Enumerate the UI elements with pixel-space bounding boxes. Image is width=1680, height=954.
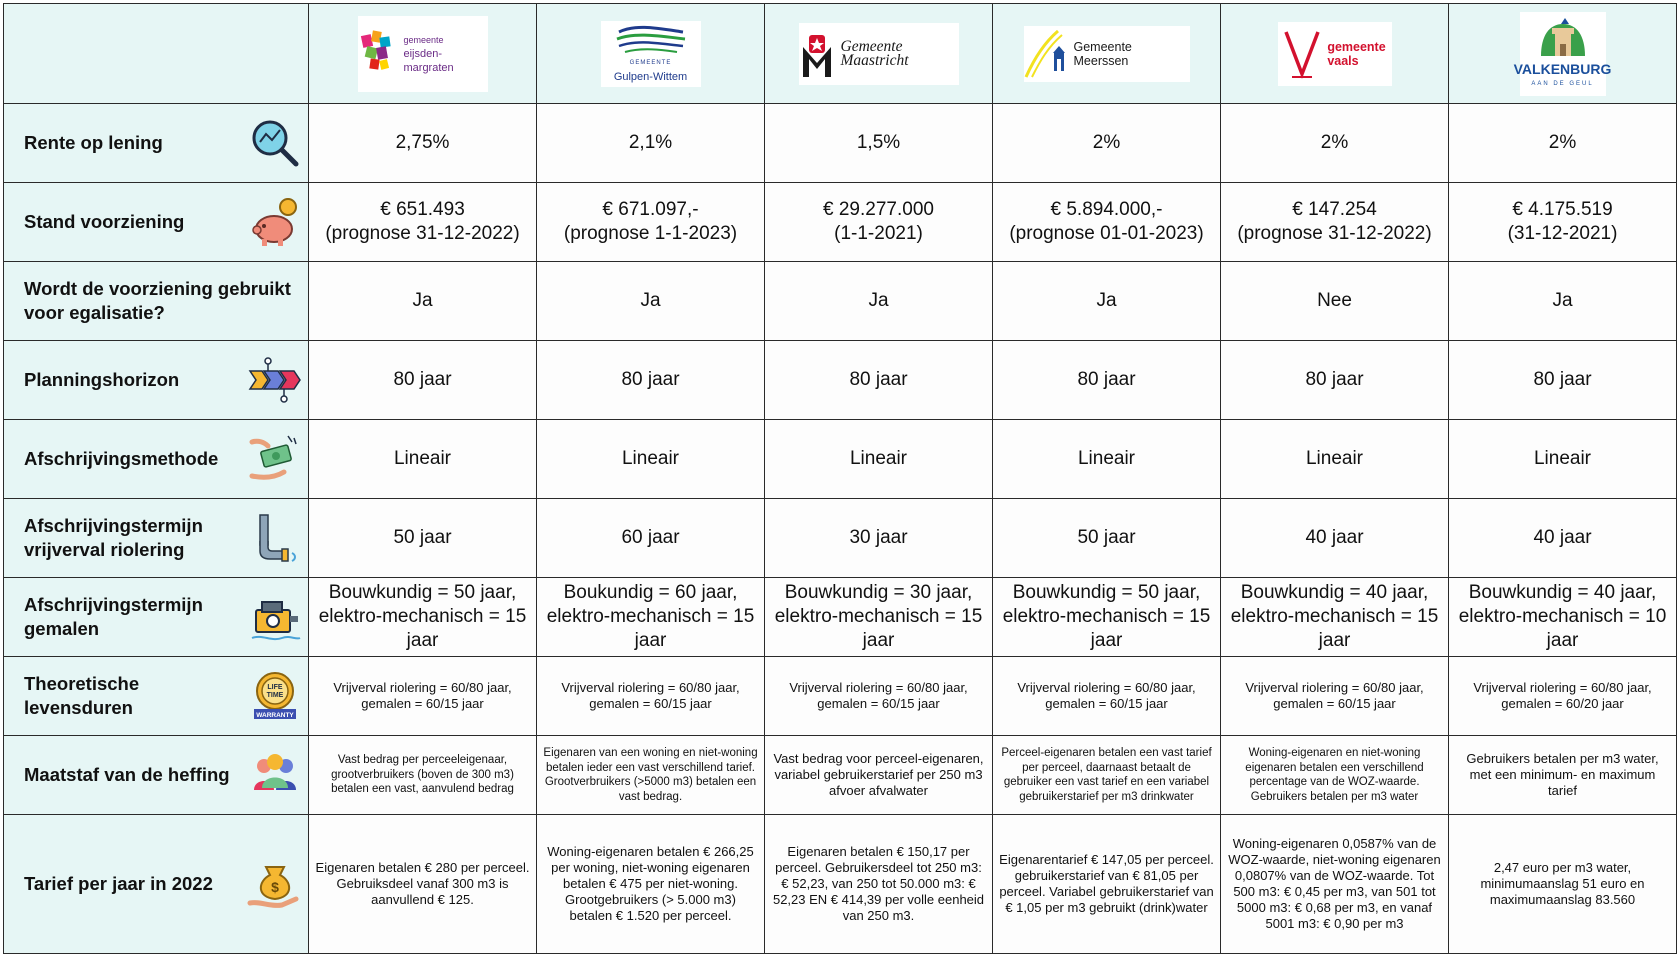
cell-value: Ja [868, 290, 889, 311]
logo-vaals [1278, 22, 1392, 86]
value-cell-valkenburg-aan-de-geul [1449, 341, 1677, 420]
piggy-bank-icon [248, 195, 302, 249]
cell-value: Ja [1096, 290, 1117, 311]
cell-value: Lineair [393, 448, 452, 469]
value-cell-gemeente-meerssen [993, 104, 1221, 183]
cell-value: 60 jaar [621, 527, 680, 548]
logo-text-line1: VALKENBURG [1513, 61, 1612, 77]
logo-cell-maastricht [765, 4, 993, 104]
row-tarief-per-jaar-in-2022 [4, 815, 1677, 954]
cell-value: Lineair [849, 448, 908, 469]
value-cell-valkenburg-aan-de-geul [1449, 736, 1677, 815]
cell-value: Eigenaren betalen € 150,17 per perceel. Gebruikersdeel tot 250 m3: € 52,23, van 250 tot 50.000 m3: € 52,23 EN € 414,39 per volle eenheid van 250 m3. [772, 844, 985, 923]
cell-value: Ja [412, 290, 433, 311]
value-cell-gemeente-gulpen-wittem [537, 736, 765, 815]
value-cell-valkenburg-aan-de-geul [1449, 815, 1677, 954]
row-header [4, 657, 309, 736]
cell-value: 80 jaar [1305, 369, 1364, 390]
row-theoretische-levensduren [4, 657, 1677, 736]
value-cell-valkenburg-aan-de-geul [1449, 104, 1677, 183]
row-header-content [24, 116, 302, 170]
cell-value: € 147.254 (prognose 31-12-2022) [1237, 199, 1432, 244]
cell-value: 40 jaar [1533, 527, 1592, 548]
cell-value: Woning-eigenaren 0,0587% van de WOZ-waarde, niet-woning eigenaren 0,0807% van de WOZ-waarde. Tot 500 m3: € 0,45 per m3, van 501 tot 5000 m3: € 0,68 per m3, en vanaf 5001 m3: € 0,90 per m3 [1228, 836, 1441, 931]
cell-value: Ja [1552, 290, 1573, 311]
cell-value: Eigenaren van een woning en niet-woning betalen ieder een vast verschillend tarief. Grootverbruikers (>5000 m3) betalen een vast bedrag. [543, 747, 758, 803]
value-cell-gemeente-eijsden-margraten [309, 104, 537, 183]
eijsden-margraten-emblem-icon [358, 29, 398, 79]
value-cell-gemeente-maastricht [765, 736, 993, 815]
cell-value: Lineair [621, 448, 680, 469]
row-header [4, 104, 309, 183]
row-label: Theoretische levensduren [24, 673, 140, 718]
value-cell-gemeente-vaals [1221, 736, 1449, 815]
maastricht-emblem-icon [799, 29, 835, 79]
row-wordt-de-voorziening-gebruikt-voor-egalisatie [4, 262, 1677, 341]
row-rente-op-lening [4, 104, 1677, 183]
value-cell-gemeente-meerssen [993, 815, 1221, 954]
cell-value: Woning-eigenaren en niet-woning eigenaren betalen een verschillend percentage van de WOZ-waarde. Gebruikers betalen per m3 water [1245, 747, 1424, 803]
value-cell-gemeente-meerssen [993, 420, 1221, 499]
cell-value: € 4.175.519 (31-12-2021) [1507, 199, 1618, 244]
logo-maastricht [799, 23, 959, 85]
cell-value: Eigenarentarief € 147,05 per perceel. gebruikerstarief van € 81,05 per perceel. Variabel gebruikerstarief van € 1,05 per m3 gebruikt (drink)water [999, 852, 1214, 915]
value-cell-gemeente-eijsden-margraten [309, 341, 537, 420]
cell-value: Bouwkundig = 50 jaar, elektro-mechanisch = 15 jaar [1002, 582, 1211, 651]
cell-value: Vrijverval riolering = 60/80 jaar, gemalen = 60/15 jaar [333, 680, 512, 711]
value-cell-gemeente-eijsden-margraten [309, 657, 537, 736]
cell-value: 2% [1548, 132, 1577, 153]
value-cell-gemeente-gulpen-wittem [537, 104, 765, 183]
cell-value: Lineair [1533, 448, 1592, 469]
planning-arrows-icon [248, 353, 302, 407]
cell-value: 50 jaar [1077, 527, 1136, 548]
row-afschrijvingstermijn-vrijverval-riolering [4, 499, 1677, 578]
logo-text-line2: vaals [1327, 53, 1359, 68]
meerssen-emblem-icon [1024, 29, 1068, 79]
row-planningshorizon [4, 341, 1677, 420]
cell-value: Vrijverval riolering = 60/80 jaar, gemalen = 60/15 jaar [789, 680, 968, 711]
row-header-content [24, 353, 302, 407]
value-cell-gemeente-vaals [1221, 420, 1449, 499]
row-afschrijvingstermijn-gemalen [4, 578, 1677, 657]
logo-row [4, 4, 1677, 104]
cell-value: 30 jaar [849, 527, 908, 548]
cell-value: 80 jaar [849, 369, 908, 390]
cell-value: 80 jaar [1533, 369, 1592, 390]
value-cell-gemeente-eijsden-margraten [309, 499, 537, 578]
value-cell-gemeente-meerssen [993, 657, 1221, 736]
cell-value: 1,5% [856, 132, 901, 153]
cell-value: € 29.277.000 (1-1-2021) [823, 199, 934, 244]
value-cell-valkenburg-aan-de-geul [1449, 420, 1677, 499]
cell-value: Gebruikers betalen per m3 water, met een minimum- en maximum tarief [1466, 751, 1659, 798]
value-cell-valkenburg-aan-de-geul [1449, 183, 1677, 262]
valkenburg-castle-icon [1535, 16, 1591, 62]
value-cell-gemeente-gulpen-wittem [537, 341, 765, 420]
value-cell-gemeente-vaals [1221, 104, 1449, 183]
row-header-content [24, 511, 302, 565]
gulpen-wittem-waves-icon [611, 24, 691, 54]
row-header [4, 578, 309, 657]
value-cell-gemeente-meerssen [993, 499, 1221, 578]
row-label: Planningshorizon [24, 369, 180, 390]
row-label: Afschrijvingsmethode [24, 448, 219, 469]
interest-magnifier-icon [248, 116, 302, 170]
corner-cell [4, 4, 309, 104]
row-afschrijvingsmethode [4, 420, 1677, 499]
cell-value: Ja [640, 290, 661, 311]
cell-value: 40 jaar [1305, 527, 1364, 548]
value-cell-gemeente-maastricht [765, 499, 993, 578]
value-cell-gemeente-maastricht [765, 104, 993, 183]
cell-value: Vrijverval riolering = 60/80 jaar, gemalen = 60/15 jaar [1245, 680, 1424, 711]
row-header-content [24, 669, 302, 723]
logo-cell-valkenburg [1449, 4, 1677, 104]
value-cell-gemeente-gulpen-wittem [537, 420, 765, 499]
value-cell-gemeente-meerssen [993, 736, 1221, 815]
value-cell-gemeente-maastricht [765, 657, 993, 736]
value-cell-gemeente-meerssen [993, 578, 1221, 657]
value-cell-gemeente-vaals [1221, 578, 1449, 657]
value-cell-gemeente-gulpen-wittem [537, 578, 765, 657]
cell-value: 2,1% [628, 132, 673, 153]
value-cell-gemeente-maastricht [765, 815, 993, 954]
value-cell-valkenburg-aan-de-geul [1449, 657, 1677, 736]
row-header-content [24, 857, 302, 911]
cell-value: Vast bedrag per perceeleigenaar, grootverbruikers (boven de 300 m3) betalen een vast, aanvulend bedrag [331, 754, 514, 796]
logo-cell-gulpen-wittem [537, 4, 765, 104]
cell-value: 2,47 euro per m3 water, minimumaanslag 51 euro en maximumaanslag 83.560 [1480, 860, 1645, 907]
row-header-content [24, 748, 302, 802]
people-group-icon [248, 748, 302, 802]
logo-text-line1: Gemeente Meerssen [1073, 39, 1132, 68]
value-cell-gemeente-maastricht [765, 183, 993, 262]
logo-text-line1: gemeente [403, 34, 444, 45]
lifetime-warranty-icon [248, 669, 302, 723]
cell-value: Bouwkundig = 50 jaar, elektro-mechanisch = 15 jaar [318, 582, 527, 651]
logo-cell-meerssen [993, 4, 1221, 104]
pump-station-icon [248, 590, 302, 644]
svg-text:TIME: TIME [266, 692, 284, 699]
value-cell-gemeente-gulpen-wittem [537, 657, 765, 736]
logo-gulpen-wittem [601, 21, 701, 87]
cell-value: Eigenaren betalen € 280 per perceel. Gebruiksdeel vanaf 300 m3 is aanvullend € 125. [315, 860, 530, 907]
cell-value: Bouwkundig = 40 jaar, elektro-mechanisch = 10 jaar [1458, 582, 1667, 651]
sewer-pipe-icon [248, 511, 302, 565]
logo-text-line2: eijsden-margraten [403, 47, 454, 74]
row-header [4, 420, 309, 499]
row-label: Tarief per jaar in 2022 [24, 873, 213, 894]
value-cell-gemeente-meerssen [993, 262, 1221, 341]
row-header-content [24, 432, 302, 486]
value-cell-gemeente-vaals [1221, 183, 1449, 262]
logo-valkenburg [1513, 12, 1612, 96]
value-cell-gemeente-gulpen-wittem [537, 183, 765, 262]
row-header [4, 499, 309, 578]
svg-text:LIFE: LIFE [267, 684, 283, 691]
row-header [4, 341, 309, 420]
value-cell-gemeente-gulpen-wittem [537, 815, 765, 954]
cell-value: 80 jaar [1077, 369, 1136, 390]
row-label: Maatstaf van de heffing [24, 764, 230, 785]
logo-meerssen [1024, 26, 1190, 82]
value-cell-gemeente-maastricht [765, 578, 993, 657]
value-cell-gemeente-vaals [1221, 815, 1449, 954]
cell-value: Lineair [1077, 448, 1136, 469]
row-header-content [24, 590, 302, 644]
cell-value: 80 jaar [393, 369, 452, 390]
row-label: Rente op lening [24, 132, 163, 153]
cell-value: Vast bedrag voor perceel-eigenaren, variabel gebruikerstarief per 250 m3 afvoer afvalwater [773, 751, 984, 798]
cell-value: 2% [1092, 132, 1121, 153]
value-cell-gemeente-gulpen-wittem [537, 499, 765, 578]
cell-value: Vrijverval riolering = 60/80 jaar, gemalen = 60/15 jaar [561, 680, 740, 711]
row-header [4, 815, 309, 954]
svg-text:WARRANTY: WARRANTY [256, 712, 294, 719]
row-header-content [24, 195, 302, 249]
value-cell-gemeente-maastricht [765, 420, 993, 499]
value-cell-gemeente-meerssen [993, 183, 1221, 262]
value-cell-gemeente-vaals [1221, 499, 1449, 578]
value-cell-gemeente-gulpen-wittem [537, 262, 765, 341]
cell-value: Nee [1317, 290, 1352, 311]
value-cell-valkenburg-aan-de-geul [1449, 262, 1677, 341]
cell-value: 2,75% [395, 132, 450, 153]
value-cell-gemeente-eijsden-margraten [309, 815, 537, 954]
value-cell-gemeente-meerssen [993, 341, 1221, 420]
row-label: Wordt de voorziening gebruikt voor egalisatie? [24, 278, 291, 323]
value-cell-gemeente-vaals [1221, 657, 1449, 736]
logo-cell-vaals [1221, 4, 1449, 104]
value-cell-gemeente-maastricht [765, 341, 993, 420]
cell-value: 80 jaar [621, 369, 680, 390]
row-maatstaf-van-de-heffing [4, 736, 1677, 815]
cell-value: 2% [1320, 132, 1349, 153]
cell-value: Bouwkundig = 40 jaar, elektro-mechanisch = 15 jaar [1230, 582, 1439, 651]
cell-value: 50 jaar [393, 527, 452, 548]
cell-value: Vrijverval riolering = 60/80 jaar, gemalen = 60/15 jaar [1017, 680, 1196, 711]
cell-value: Woning-eigenaren betalen € 266,25 per woning, niet-woning eigenaren betalen € 475 per niet-woning. Grootgebruikers (> 5.000 m3) betalen € 1.520 per perceel. [547, 844, 754, 923]
row-header [4, 736, 309, 815]
row-header-content [24, 277, 302, 325]
value-cell-gemeente-eijsden-margraten [309, 262, 537, 341]
vaals-v-icon [1283, 28, 1321, 80]
cell-value: € 671.097,- (prognose 1-1-2023) [563, 199, 738, 244]
value-cell-gemeente-eijsden-margraten [309, 183, 537, 262]
row-header [4, 183, 309, 262]
cell-value: Lineair [1305, 448, 1364, 469]
row-label: Afschrijvingstermijn gemalen [24, 594, 203, 639]
row-label: Afschrijvingstermijn vrijverval riolering [24, 515, 203, 560]
value-cell-gemeente-eijsden-margraten [309, 578, 537, 657]
value-cell-gemeente-eijsden-margraten [309, 420, 537, 499]
value-cell-gemeente-maastricht [765, 262, 993, 341]
row-label: Stand voorziening [24, 211, 185, 232]
svg-text:$: $ [271, 879, 279, 895]
value-cell-gemeente-vaals [1221, 262, 1449, 341]
cell-value: € 651.493 (prognose 31-12-2022) [325, 199, 520, 244]
cell-value: Vrijverval riolering = 60/80 jaar, gemalen = 60/20 jaar [1473, 680, 1652, 711]
value-cell-gemeente-eijsden-margraten [309, 736, 537, 815]
data-rows [4, 104, 1677, 954]
cell-value: Perceel-eigenaren betalen een vast tarief per perceel, daarnaast betaalt de gebruiker een vast tarief en een variabel gebruikerstarief per m3 drinkwater [1001, 747, 1212, 803]
logo-text-line2: AAN DE GEUL [1531, 81, 1594, 87]
money-bag-hand-icon [248, 857, 302, 911]
comparison-table [3, 3, 1677, 954]
row-stand-voorziening [4, 183, 1677, 262]
value-cell-valkenburg-aan-de-geul [1449, 578, 1677, 657]
logo-eijsden-margraten [358, 16, 488, 92]
cell-value: Boukundig = 60 jaar, elektro-mechanisch = 15 jaar [546, 582, 755, 651]
value-cell-gemeente-vaals [1221, 341, 1449, 420]
logo-text-line1: GEMEENTE [629, 59, 672, 66]
row-header [4, 262, 309, 341]
logo-text-line1: gemeente [1327, 39, 1386, 54]
logo-text-line1: Gemeente Maastricht [840, 37, 909, 69]
cell-value: Bouwkundig = 30 jaar, elektro-mechanisch = 15 jaar [774, 582, 983, 651]
logo-cell-eijsden-margraten [309, 4, 537, 104]
logo-text-line2: Gulpen-Wittem [613, 70, 688, 83]
value-cell-valkenburg-aan-de-geul [1449, 499, 1677, 578]
money-hands-icon [248, 432, 302, 486]
cell-value: € 5.894.000,- (prognose 01-01-2023) [1009, 199, 1204, 244]
